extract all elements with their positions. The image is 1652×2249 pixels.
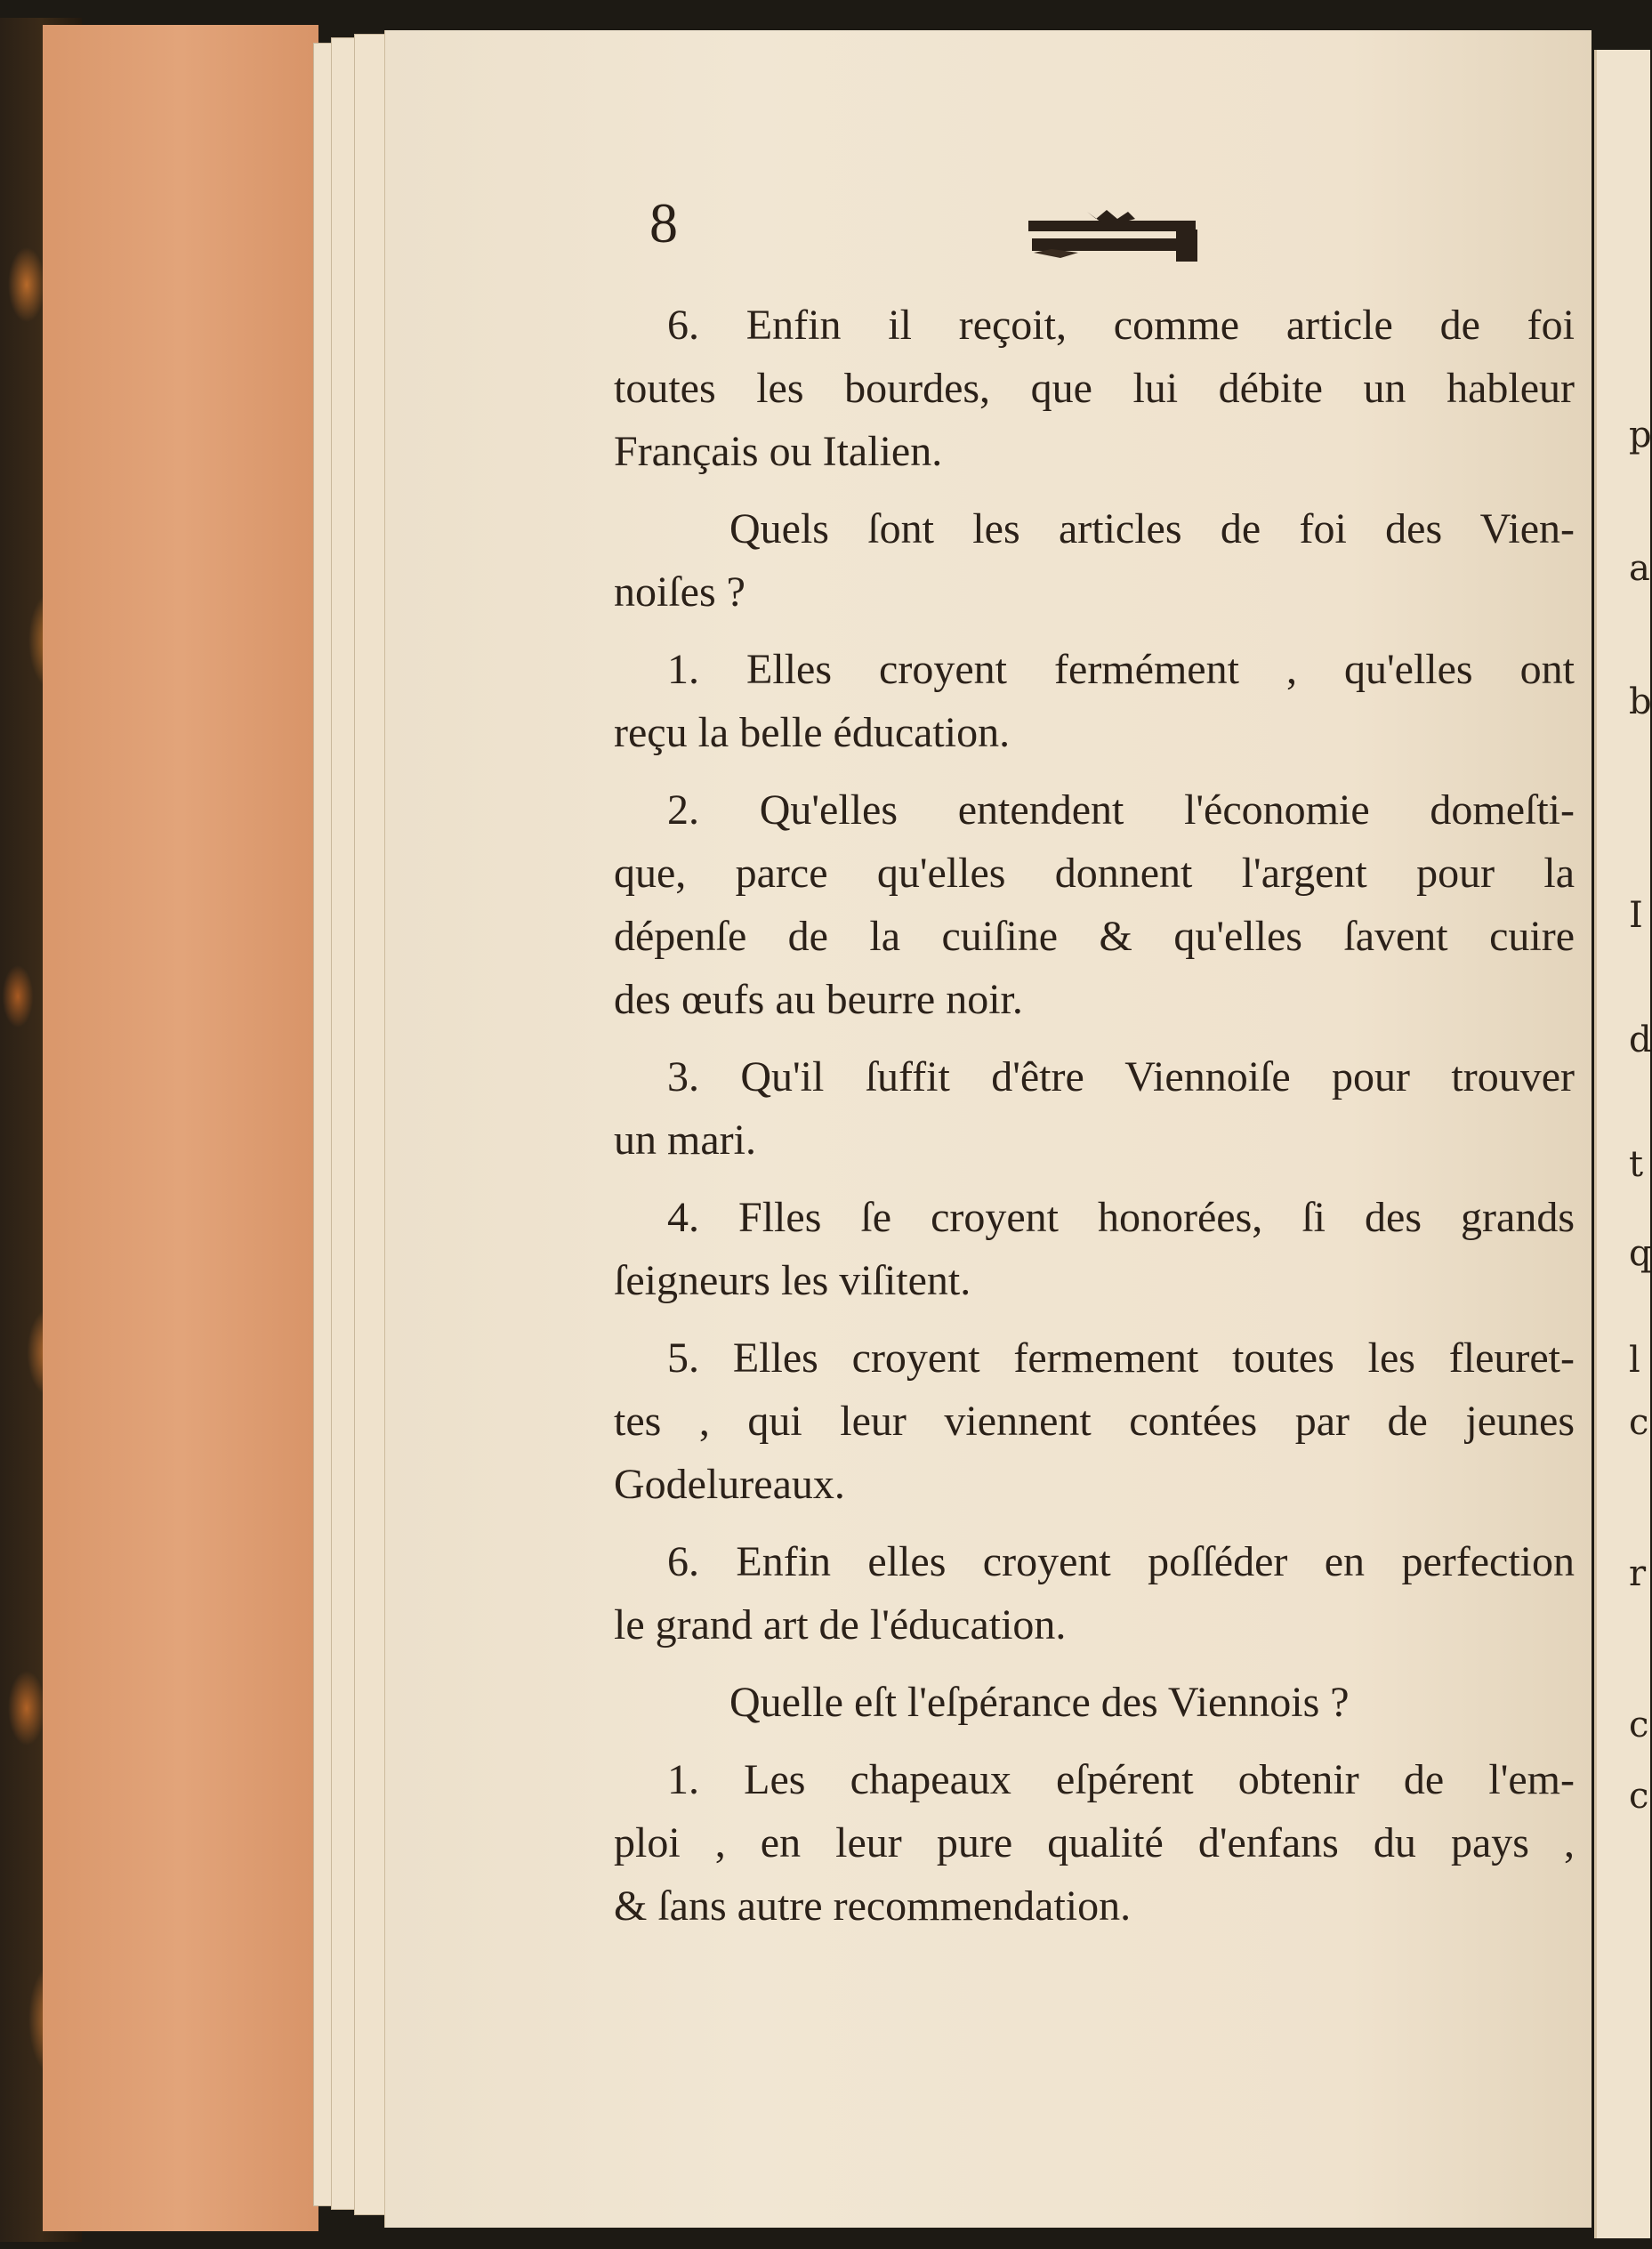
next-page-letter: c (1629, 1402, 1649, 1443)
answer-paragraph (614, 1045, 1575, 1172)
next-page-letter: c (1629, 1705, 1649, 1745)
question-paragraph (614, 1671, 1575, 1734)
text-line: le grand art de l'éducation. (614, 1601, 1067, 1648)
next-page-letter: l (1629, 1340, 1640, 1381)
text-line: 2. Qu'elles entendent l'économie domeſti- (667, 786, 1575, 834)
next-page-letter: r (1629, 1553, 1647, 1594)
next-page-letter: p (1629, 415, 1652, 455)
answer-paragraph (614, 1530, 1575, 1657)
answer-paragraph (614, 1748, 1575, 1938)
text-line: que, parce qu'elles donnent l'argent pour la (614, 850, 1575, 897)
question-paragraph (614, 497, 1575, 624)
page-number: 8 (649, 191, 678, 254)
text-line: ploi , en leur pure qualité d'enfans du pays , (614, 1819, 1575, 1866)
next-page-letter: I (1629, 895, 1643, 936)
text-line: des œufs au beurre noir. (614, 976, 1023, 1023)
next-page-letter: c (1629, 1776, 1649, 1817)
next-page-letter: a (1629, 548, 1650, 589)
text-line: reçu la belle éducation. (614, 709, 1011, 756)
text-line: dépenſe de la cuiſine & qu'elles ſavent cuire (614, 913, 1575, 960)
next-page-edge (1594, 50, 1650, 2238)
answer-paragraph (614, 638, 1575, 764)
answer-paragraph (614, 778, 1575, 1031)
next-page-letter: b (1629, 681, 1652, 722)
text-line: un mari. (614, 1116, 756, 1164)
printer-ornament-icon (1025, 206, 1199, 265)
text-line: Godelureaux. (614, 1461, 845, 1508)
page-text (614, 294, 1575, 1938)
next-page-letter: d (1629, 1020, 1652, 1060)
text-line: 5. Elles croyent fermement toutes les fleuret- (667, 1334, 1575, 1382)
endpaper (43, 25, 318, 2231)
text-line: 3. Qu'il ſuffit d'être Viennoiſe pour trouver (667, 1053, 1575, 1100)
text-line: toutes les bourdes, que lui débite un hableur (614, 365, 1575, 412)
text-line: 1. Elles croyent fermément , qu'elles ont (667, 646, 1575, 693)
next-page-letter: t (1629, 1144, 1644, 1185)
next-page-letter: q (1629, 1233, 1652, 1274)
text-line: noiſes ? (614, 568, 745, 616)
text-line: & ſans autre recommendation. (614, 1882, 1132, 1930)
answer-paragraph (614, 1326, 1575, 1516)
answer-paragraph (614, 294, 1575, 483)
answer-paragraph (614, 1186, 1575, 1312)
text-line: Quelle eſt l'eſpérance des Viennois ? (729, 1679, 1350, 1726)
text-line: 4. Flles ſe croyent honorées, ſi des grands (667, 1194, 1575, 1241)
text-line: 1. Les chapeaux eſpérent obtenir de l'em- (667, 1756, 1575, 1803)
text-line: 6. Enfin il reçoit, comme article de foi (667, 302, 1575, 349)
text-line: Français ou Italien. (614, 428, 943, 475)
text-line: 6. Enfin elles croyent poſſéder en perfection (667, 1538, 1575, 1585)
text-line: Quels ſont les articles de foi des Vien- (729, 505, 1575, 552)
text-line: tes , qui leur viennent contées par de jeunes (614, 1398, 1575, 1445)
text-line: ſeigneurs les viſitent. (614, 1257, 971, 1304)
